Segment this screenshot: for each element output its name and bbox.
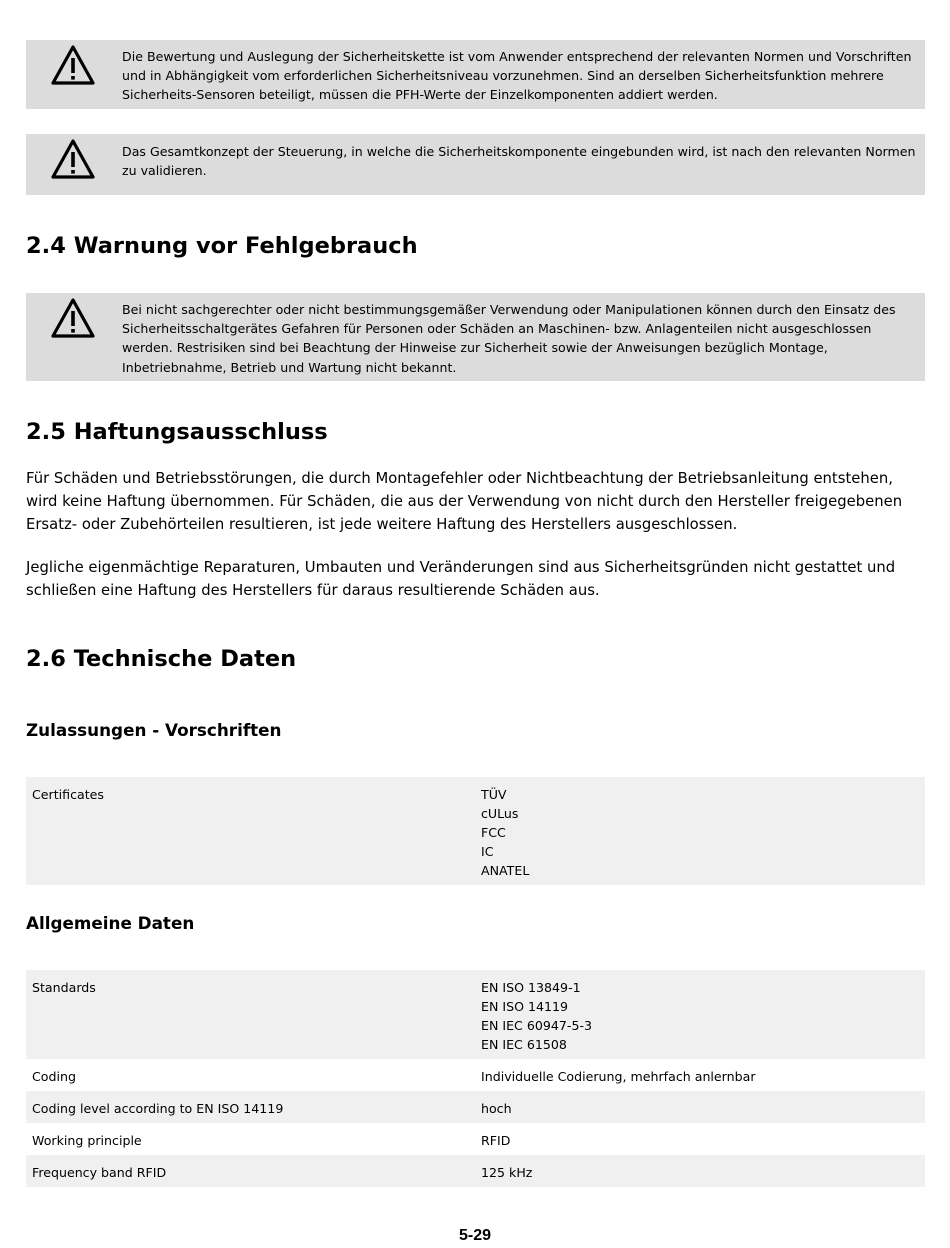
table-row — [26, 1091, 925, 1123]
table-key: Certificates — [26, 777, 475, 885]
warning-box — [26, 40, 925, 109]
approvals-table — [26, 777, 925, 885]
warning-text: Die Bewertung und Auslegung der Sicherheitskette ist vom Anwender entsprechend der relevanten Normen und Vorschriften und in Abhängigkeit vom erforderlichen Sicherheitsniveau vorzunehmen. Sind an derselben Sicherheitsfunktion mehrere Sicherheits-Sensoren beteiligt, müssen die PFH-Werte der Einzelkomponenten addiert werden. — [122, 49, 912, 103]
table-row — [26, 777, 925, 885]
value-line: FCC — [481, 825, 506, 840]
table-row — [26, 1059, 925, 1091]
subsection-heading: Zulassungen - Vorschriften — [26, 720, 282, 740]
general-data-table — [26, 970, 925, 1187]
table-key: Working principle — [32, 1133, 142, 1148]
table-key: Coding level according to EN ISO 14119 — [26, 1091, 475, 1123]
warning-triangle-icon — [50, 138, 96, 180]
page-number: 5-29 — [458, 1227, 492, 1244]
section-heading: 2.6 Technische Daten — [26, 646, 297, 672]
value-line: EN ISO 13849-1 — [481, 980, 581, 995]
warning-triangle-icon — [50, 297, 96, 339]
table-key: Standards — [26, 970, 475, 1059]
table-key: Coding — [32, 1069, 76, 1084]
warning-box — [26, 293, 925, 381]
section-heading: 2.4 Warnung vor Fehlgebrauch — [26, 233, 418, 259]
table-row — [26, 970, 925, 1059]
table-row — [26, 1123, 925, 1155]
value-line: cULus — [481, 806, 519, 821]
table-row — [26, 1155, 925, 1187]
warning-text: Das Gesamtkonzept der Steuerung, in welche die Sicherheitskomponente eingebunden wird, ist nach den relevanten Normen zu validieren. — [122, 144, 916, 179]
warning-box — [26, 134, 925, 195]
table-value: RFID — [481, 1133, 511, 1148]
value-line: EN IEC 60947-5-3 — [481, 1018, 593, 1033]
value-line: TÜV — [481, 787, 507, 802]
section-heading: 2.5 Haftungsausschluss — [26, 419, 328, 445]
warning-text: Bei nicht sachgerechter oder nicht bestimmungsgemäßer Verwendung oder Manipulationen können durch den Einsatz des Sicherheitsschaltgerätes Gefahren für Personen oder Schäden an Maschinen- bzw. Anlagenteilen nicht ausgeschlossen werden. Restrisiken sind bei Beachtung der Hinweise zur Sicherheit sowie der Anweisungen bezüglich Montage, Inbetriebnahme, Betrieb und Wartung nicht bekannt. — [122, 302, 896, 375]
table-key: Frequency band RFID — [26, 1155, 475, 1187]
table-value — [475, 777, 925, 885]
value-line: EN IEC 61508 — [481, 1037, 567, 1052]
paragraph: Jegliche eigenmächtige Reparaturen, Umbauten und Veränderungen sind aus Sicherheitsgründen nicht gestattet und schließen eine Haftung des Herstellers für daraus resultierende Schäden aus. — [26, 559, 896, 599]
value-line: ANATEL — [481, 863, 530, 878]
table-value — [475, 970, 925, 1059]
table-value: 125 kHz — [475, 1155, 925, 1187]
subsection-heading: Allgemeine Daten — [26, 913, 195, 933]
table-value: hoch — [475, 1091, 925, 1123]
paragraph: Für Schäden und Betriebsstörungen, die durch Montagefehler oder Nichtbeachtung der Betriebsanleitung entstehen, wird keine Haftung übernommen. Für Schäden, die aus der Verwendung von nicht durch den Hersteller freigegebenen Ersatz- oder Zubehörteilen resultieren, ist jede weitere Haftung des Herstellers ausgeschlossen. — [26, 470, 903, 533]
table-value: Individuelle Codierung, mehrfach anlernbar — [481, 1069, 756, 1084]
warning-triangle-icon — [50, 44, 96, 86]
value-line: IC — [481, 844, 494, 859]
value-line: EN ISO 14119 — [481, 999, 569, 1014]
